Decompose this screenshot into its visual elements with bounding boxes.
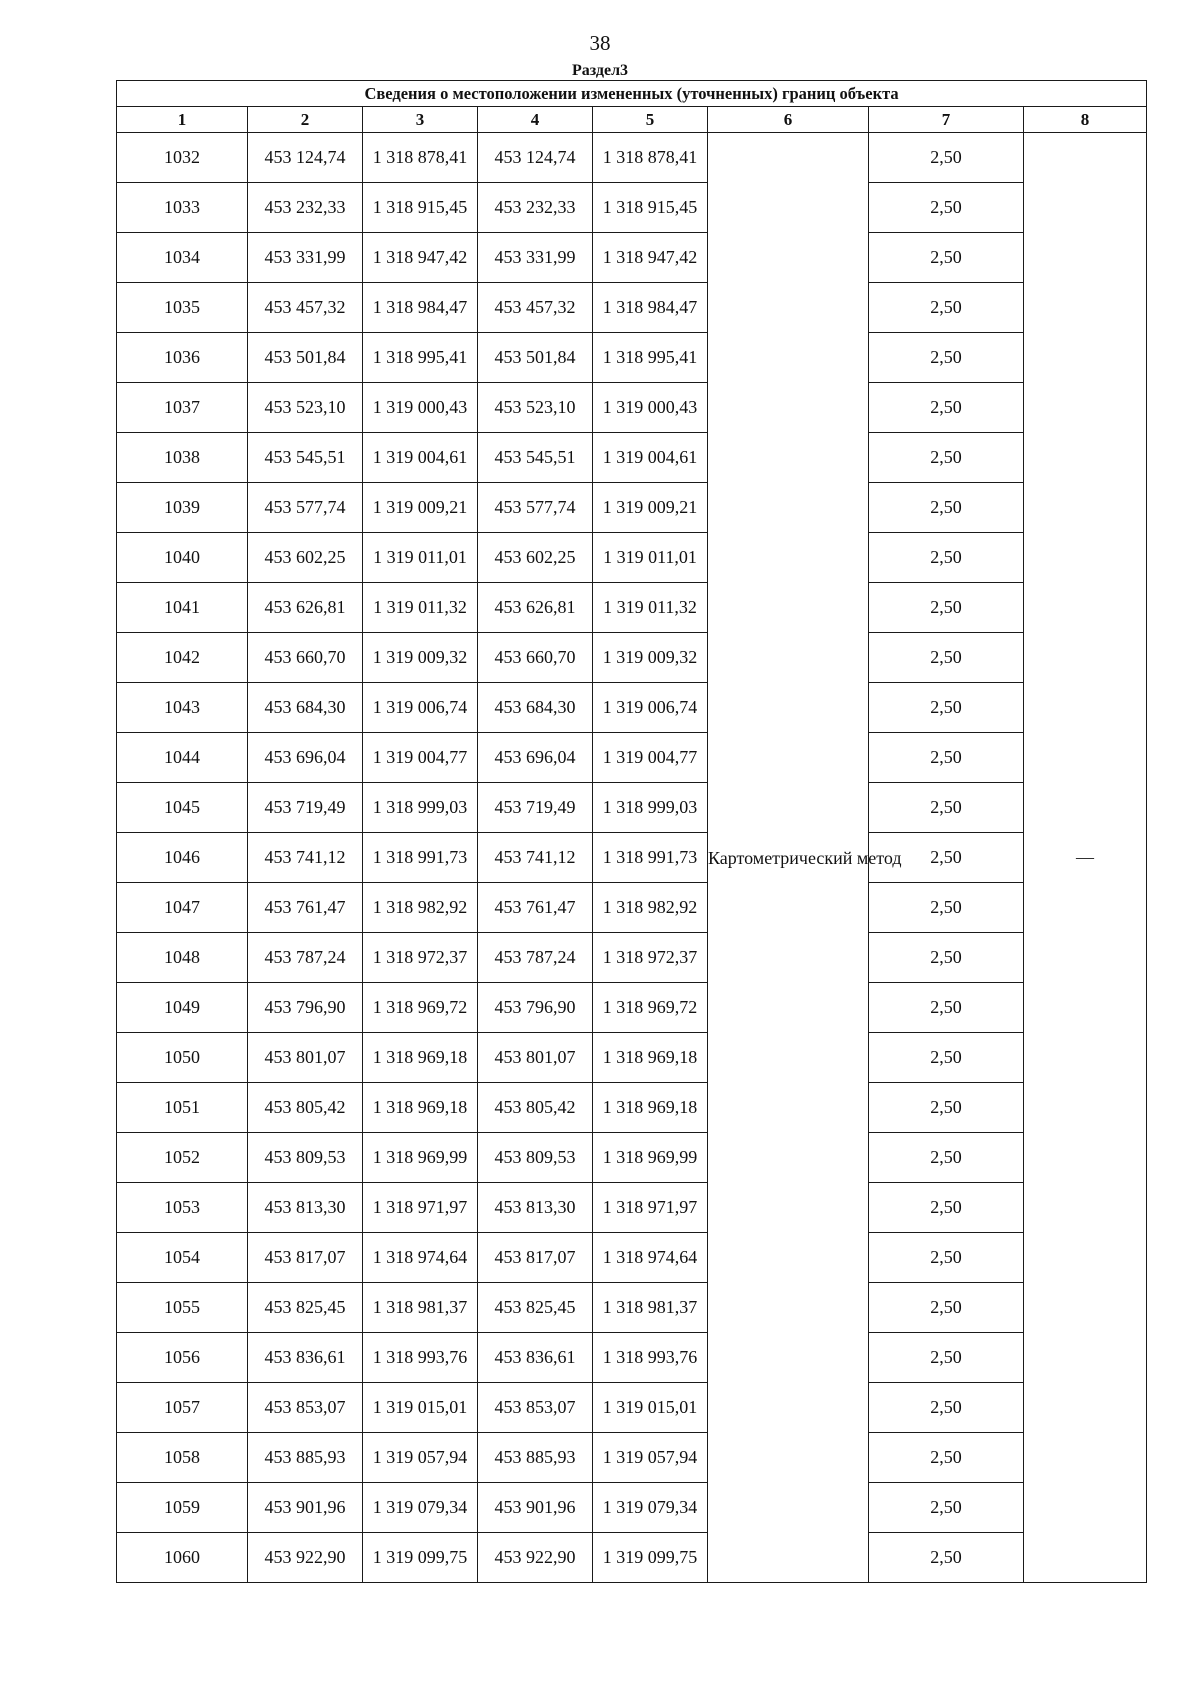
x-refined-cell: 453 817,07 [478, 1233, 593, 1283]
x-existing-cell: 453 922,90 [248, 1533, 363, 1583]
method-cell: Картометрический метод [708, 133, 869, 1583]
x-existing-cell: 453 853,07 [248, 1383, 363, 1433]
x-existing-cell: 453 684,30 [248, 683, 363, 733]
y-refined-cell: 1 318 993,76 [593, 1333, 708, 1383]
table-row [117, 1183, 1147, 1233]
point-number-cell: 1035 [117, 283, 248, 333]
table-caption: Сведения о местоположении измененных (уточненных) границ объекта [117, 81, 1147, 107]
column-number: 1 [117, 107, 248, 133]
x-refined-cell: 453 602,25 [478, 533, 593, 583]
x-refined-cell: 453 457,32 [478, 283, 593, 333]
point-number-cell: 1054 [117, 1233, 248, 1283]
point-number-cell: 1032 [117, 133, 248, 183]
y-refined-cell: 1 318 969,18 [593, 1083, 708, 1133]
x-refined-cell: 453 809,53 [478, 1133, 593, 1183]
accuracy-cell: 2,50 [869, 1133, 1024, 1183]
point-number-cell: 1050 [117, 1033, 248, 1083]
x-existing-cell: 453 602,25 [248, 533, 363, 583]
x-existing-cell: 453 545,51 [248, 433, 363, 483]
y-existing-cell: 1 318 969,99 [363, 1133, 478, 1183]
x-existing-cell: 453 660,70 [248, 633, 363, 683]
y-refined-cell: 1 318 972,37 [593, 933, 708, 983]
x-existing-cell: 453 696,04 [248, 733, 363, 783]
table-row [117, 833, 1147, 883]
y-refined-cell: 1 318 999,03 [593, 783, 708, 833]
y-existing-cell: 1 318 915,45 [363, 183, 478, 233]
x-refined-cell: 453 741,12 [478, 833, 593, 883]
y-refined-cell: 1 318 995,41 [593, 333, 708, 383]
x-refined-cell: 453 787,24 [478, 933, 593, 983]
x-existing-cell: 453 796,90 [248, 983, 363, 1033]
y-existing-cell: 1 319 015,01 [363, 1383, 478, 1433]
point-number-cell: 1045 [117, 783, 248, 833]
x-existing-cell: 453 577,74 [248, 483, 363, 533]
point-number-cell: 1034 [117, 233, 248, 283]
point-number-cell: 1033 [117, 183, 248, 233]
x-refined-cell: 453 232,33 [478, 183, 593, 233]
x-refined-cell: 453 805,42 [478, 1083, 593, 1133]
table-row [117, 733, 1147, 783]
table-row [117, 333, 1147, 383]
accuracy-cell: 2,50 [869, 1333, 1024, 1383]
accuracy-cell: 2,50 [869, 933, 1024, 983]
y-existing-cell: 1 318 971,97 [363, 1183, 478, 1233]
table-row [117, 1283, 1147, 1333]
accuracy-cell: 2,50 [869, 1383, 1024, 1433]
table-row [117, 783, 1147, 833]
y-existing-cell: 1 319 006,74 [363, 683, 478, 733]
table-row [117, 1483, 1147, 1533]
x-existing-cell: 453 809,53 [248, 1133, 363, 1183]
x-existing-cell: 453 885,93 [248, 1433, 363, 1483]
y-refined-cell: 1 318 974,64 [593, 1233, 708, 1283]
x-existing-cell: 453 331,99 [248, 233, 363, 283]
point-number-cell: 1040 [117, 533, 248, 583]
y-existing-cell: 1 319 004,77 [363, 733, 478, 783]
accuracy-cell: 2,50 [869, 1533, 1024, 1583]
point-number-cell: 1046 [117, 833, 248, 883]
y-refined-cell: 1 319 057,94 [593, 1433, 708, 1483]
y-refined-cell: 1 319 011,01 [593, 533, 708, 583]
y-existing-cell: 1 318 969,18 [363, 1033, 478, 1083]
x-existing-cell: 453 836,61 [248, 1333, 363, 1383]
x-existing-cell: 453 805,42 [248, 1083, 363, 1133]
point-number-cell: 1053 [117, 1183, 248, 1233]
y-existing-cell: 1 319 009,32 [363, 633, 478, 683]
y-refined-cell: 1 318 984,47 [593, 283, 708, 333]
y-refined-cell: 1 319 099,75 [593, 1533, 708, 1583]
point-number-cell: 1060 [117, 1533, 248, 1583]
point-number-cell: 1048 [117, 933, 248, 983]
point-number-cell: 1052 [117, 1133, 248, 1183]
y-existing-cell: 1 318 984,47 [363, 283, 478, 333]
x-existing-cell: 453 801,07 [248, 1033, 363, 1083]
y-existing-cell: 1 319 011,01 [363, 533, 478, 583]
table-row [117, 1383, 1147, 1433]
y-existing-cell: 1 319 009,21 [363, 483, 478, 533]
x-existing-cell: 453 761,47 [248, 883, 363, 933]
accuracy-cell: 2,50 [869, 1033, 1024, 1083]
table-row [117, 883, 1147, 933]
y-refined-cell: 1 319 079,34 [593, 1483, 708, 1533]
table-row [117, 433, 1147, 483]
x-refined-cell: 453 331,99 [478, 233, 593, 283]
table-row [117, 133, 1147, 183]
x-refined-cell: 453 660,70 [478, 633, 593, 683]
accuracy-cell: 2,50 [869, 833, 1024, 883]
y-existing-cell: 1 319 099,75 [363, 1533, 478, 1583]
point-number-cell: 1056 [117, 1333, 248, 1383]
point-number-cell: 1055 [117, 1283, 248, 1333]
y-existing-cell: 1 318 878,41 [363, 133, 478, 183]
x-refined-cell: 453 684,30 [478, 683, 593, 733]
y-refined-cell: 1 318 982,92 [593, 883, 708, 933]
y-refined-cell: 1 318 878,41 [593, 133, 708, 183]
x-existing-cell: 453 523,10 [248, 383, 363, 433]
table-row [117, 683, 1147, 733]
point-number-cell: 1043 [117, 683, 248, 733]
x-existing-cell: 453 457,32 [248, 283, 363, 333]
point-number-cell: 1042 [117, 633, 248, 683]
point-number-cell: 1051 [117, 1083, 248, 1133]
x-refined-cell: 453 836,61 [478, 1333, 593, 1383]
x-existing-cell: 453 817,07 [248, 1233, 363, 1283]
x-refined-cell: 453 853,07 [478, 1383, 593, 1433]
y-existing-cell: 1 318 969,18 [363, 1083, 478, 1133]
point-number-cell: 1057 [117, 1383, 248, 1433]
y-existing-cell: 1 318 995,41 [363, 333, 478, 383]
accuracy-cell: 2,50 [869, 383, 1024, 433]
table-row [117, 383, 1147, 433]
point-number-cell: 1041 [117, 583, 248, 633]
table-body [117, 133, 1147, 1583]
point-number-cell: 1047 [117, 883, 248, 933]
column-number-row [117, 107, 1147, 133]
table-row [117, 983, 1147, 1033]
accuracy-cell: 2,50 [869, 533, 1024, 583]
x-existing-cell: 453 501,84 [248, 333, 363, 383]
x-refined-cell: 453 696,04 [478, 733, 593, 783]
coordinates-table [116, 80, 1147, 1583]
x-refined-cell: 453 825,45 [478, 1283, 593, 1333]
accuracy-cell: 2,50 [869, 1083, 1024, 1133]
y-existing-cell: 1 318 991,73 [363, 833, 478, 883]
x-refined-cell: 453 501,84 [478, 333, 593, 383]
accuracy-cell: 2,50 [869, 1183, 1024, 1233]
y-refined-cell: 1 319 015,01 [593, 1383, 708, 1433]
accuracy-cell: 2,50 [869, 1233, 1024, 1283]
table-row [117, 633, 1147, 683]
point-number-cell: 1044 [117, 733, 248, 783]
column-number: 7 [869, 107, 1024, 133]
accuracy-cell: 2,50 [869, 733, 1024, 783]
table-row [117, 583, 1147, 633]
point-number-cell: 1037 [117, 383, 248, 433]
column-number: 3 [363, 107, 478, 133]
page-number: 38 [589, 31, 611, 55]
accuracy-cell: 2,50 [869, 783, 1024, 833]
y-refined-cell: 1 318 969,18 [593, 1033, 708, 1083]
point-number-cell: 1038 [117, 433, 248, 483]
accuracy-cell: 2,50 [869, 233, 1024, 283]
accuracy-cell: 2,50 [869, 683, 1024, 733]
table-row [117, 1133, 1147, 1183]
accuracy-cell: 2,50 [869, 183, 1024, 233]
table-row [117, 1533, 1147, 1583]
y-existing-cell: 1 319 000,43 [363, 383, 478, 433]
x-refined-cell: 453 523,10 [478, 383, 593, 433]
accuracy-cell: 2,50 [869, 583, 1024, 633]
point-number-cell: 1039 [117, 483, 248, 533]
y-existing-cell: 1 318 993,76 [363, 1333, 478, 1383]
table-row [117, 1433, 1147, 1483]
accuracy-cell: 2,50 [869, 283, 1024, 333]
y-existing-cell: 1 319 079,34 [363, 1483, 478, 1533]
x-refined-cell: 453 885,93 [478, 1433, 593, 1483]
y-existing-cell: 1 318 947,42 [363, 233, 478, 283]
x-refined-cell: 453 545,51 [478, 433, 593, 483]
y-refined-cell: 1 319 006,74 [593, 683, 708, 733]
y-existing-cell: 1 318 969,72 [363, 983, 478, 1033]
y-existing-cell: 1 319 004,61 [363, 433, 478, 483]
y-existing-cell: 1 318 974,64 [363, 1233, 478, 1283]
note-cell: — [1024, 133, 1147, 1583]
x-refined-cell: 453 796,90 [478, 983, 593, 1033]
column-number: 8 [1024, 107, 1147, 133]
x-existing-cell: 453 825,45 [248, 1283, 363, 1333]
y-refined-cell: 1 318 981,37 [593, 1283, 708, 1333]
point-number-cell: 1058 [117, 1433, 248, 1483]
point-number-cell: 1059 [117, 1483, 248, 1533]
x-existing-cell: 453 813,30 [248, 1183, 363, 1233]
x-existing-cell: 453 232,33 [248, 183, 363, 233]
table-row [117, 483, 1147, 533]
x-refined-cell: 453 577,74 [478, 483, 593, 533]
table-row [117, 1033, 1147, 1083]
table-row [117, 1333, 1147, 1383]
x-existing-cell: 453 741,12 [248, 833, 363, 883]
table-row [117, 933, 1147, 983]
accuracy-cell: 2,50 [869, 1483, 1024, 1533]
accuracy-cell: 2,50 [869, 883, 1024, 933]
accuracy-cell: 2,50 [869, 1283, 1024, 1333]
y-refined-cell: 1 318 969,72 [593, 983, 708, 1033]
column-number: 2 [248, 107, 363, 133]
table-row [117, 183, 1147, 233]
x-refined-cell: 453 801,07 [478, 1033, 593, 1083]
x-existing-cell: 453 719,49 [248, 783, 363, 833]
x-refined-cell: 453 719,49 [478, 783, 593, 833]
y-refined-cell: 1 318 991,73 [593, 833, 708, 883]
accuracy-cell: 2,50 [869, 983, 1024, 1033]
y-refined-cell: 1 318 915,45 [593, 183, 708, 233]
table-row [117, 233, 1147, 283]
y-refined-cell: 1 319 009,32 [593, 633, 708, 683]
accuracy-cell: 2,50 [869, 433, 1024, 483]
y-existing-cell: 1 318 981,37 [363, 1283, 478, 1333]
y-refined-cell: 1 319 009,21 [593, 483, 708, 533]
x-refined-cell: 453 813,30 [478, 1183, 593, 1233]
column-number: 6 [708, 107, 869, 133]
accuracy-cell: 2,50 [869, 133, 1024, 183]
y-refined-cell: 1 318 947,42 [593, 233, 708, 283]
x-refined-cell: 453 922,90 [478, 1533, 593, 1583]
accuracy-cell: 2,50 [869, 633, 1024, 683]
accuracy-cell: 2,50 [869, 333, 1024, 383]
x-existing-cell: 453 787,24 [248, 933, 363, 983]
x-existing-cell: 453 626,81 [248, 583, 363, 633]
accuracy-cell: 2,50 [869, 483, 1024, 533]
section-title: Раздел3 [571, 62, 629, 79]
accuracy-cell: 2,50 [869, 1433, 1024, 1483]
x-refined-cell: 453 901,96 [478, 1483, 593, 1533]
table-row [117, 283, 1147, 333]
table-row [117, 1083, 1147, 1133]
table-row [117, 533, 1147, 583]
y-refined-cell: 1 318 969,99 [593, 1133, 708, 1183]
x-refined-cell: 453 124,74 [478, 133, 593, 183]
y-refined-cell: 1 319 004,61 [593, 433, 708, 483]
y-existing-cell: 1 319 057,94 [363, 1433, 478, 1483]
y-existing-cell: 1 319 011,32 [363, 583, 478, 633]
point-number-cell: 1049 [117, 983, 248, 1033]
y-existing-cell: 1 318 982,92 [363, 883, 478, 933]
y-existing-cell: 1 318 999,03 [363, 783, 478, 833]
x-existing-cell: 453 124,74 [248, 133, 363, 183]
x-refined-cell: 453 761,47 [478, 883, 593, 933]
y-existing-cell: 1 318 972,37 [363, 933, 478, 983]
table-row [117, 1233, 1147, 1283]
column-number: 4 [478, 107, 593, 133]
x-existing-cell: 453 901,96 [248, 1483, 363, 1533]
y-refined-cell: 1 319 004,77 [593, 733, 708, 783]
y-refined-cell: 1 318 971,97 [593, 1183, 708, 1233]
x-refined-cell: 453 626,81 [478, 583, 593, 633]
y-refined-cell: 1 319 000,43 [593, 383, 708, 433]
y-refined-cell: 1 319 011,32 [593, 583, 708, 633]
point-number-cell: 1036 [117, 333, 248, 383]
column-number: 5 [593, 107, 708, 133]
